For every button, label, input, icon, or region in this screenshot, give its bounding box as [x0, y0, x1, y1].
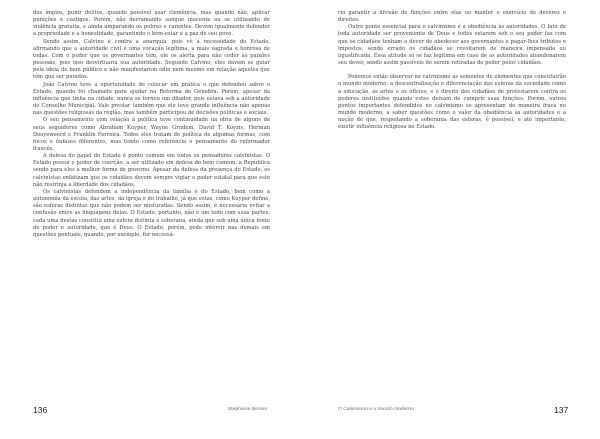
- left-running-footer: Stephanie Becker: [228, 407, 268, 412]
- right-page-number: 137: [554, 405, 569, 415]
- left-paragraph-6: Os calvinistas defendem a independência da família e do Estado, bem como a autonomia da escola, das artes, da igreja e do trabalho, já que estas, como Kuyper define, são esferas distintas que não podem ser misturadas. Sendo assim, é necessário evitar a confusão entre as linguagens delas. O Estado, portanto, não é um todo com suas partes; cada uma destas constitui uma esfera distinta e soberana, ainda que sob uma única fonte de poder e autoridade, que é Deus. O Estado, porém, pode intervir nas demais em questões pontuais, quando, por exemplo, for necessá-: [33, 188, 270, 238]
- left-paragraph-3: João Calvino teve a oportunidade de colocar em prática o que defendeu sobre o Estado, quando foi chamado para ajudar na Reforma de Genebra. Porém, apesar da influência que tinha na cidade, nunca se tornou um ditador, pois estava sob a autoridade do Conselho Municipal. Vale prestar também que ele teve grande influência não apenas nas questões religiosas da região, mas também participou de decisões políticas e sociais.: [33, 81, 270, 117]
- left-page-number: 136: [33, 405, 48, 415]
- left-text-column: [33, 10, 270, 239]
- left-paragraph-1: dos ímpios, punir delitos, quando possível usar clemência, mas quando não, aplicar punições e castigos. Porém, não derramando sangue inocente ou se utilizando de violência gratuita, e ainda amparando os pobres e carentes. Devem igualmente defender a propriedade e a honestidade, garantindo o bem-estar e a paz de seu povo.: [33, 10, 270, 38]
- right-text-column: [338, 10, 566, 132]
- right-page: [300, 0, 600, 439]
- left-paragraph-5: A defesa do papel do Estado é ponto comum em todos os pensadores calvinistas. O Estado possui o poder de coerção, a ser utilizado em defesa do bem comum, a República sendo para eles a melhor forma de governo. Apesar da defesa da presença do Estado, os calvinistas enfatizam que os cidadãos devem sempre vigiar o poder estatal para que este não restrinja a liberdade dos cidadãos.: [33, 153, 270, 188]
- right-paragraph-2: Outro ponto essencial para o calvinismo é a obediência às autoridades. O fato de toda autoridade ser proveniente de Deus e todos estarem sob o seu poder faz com que os cidadãos tenham o dever de obedecer aos governantes e pagar-lhes tributos e impostos, sendo errado os cidadãos se revoltarem de maneira impensada ou injustificada. Essa atitude só se faz legítima em caso de as autoridades abandonarem seu dever, sendo assim passíveis de serem retiradas do poder pelos cidadãos.: [338, 24, 566, 67]
- right-running-footer: O Calvinismo e o mundo moderno: [338, 407, 414, 412]
- right-paragraph-3: Podemos então observar no calvinismo as sementes de elementos que constituirão o mundo moderno: a descentralização e diferenciação das esferas da sociedade como a educação, as artes e os ofícios; e o direito dos cidadãos de protestarem contra os poderes instituídos quando estes deixam de cumprir suas funções. Porém, outros pontos importantes defendidos no calvinismo se apresentam de maneira fraca no mundo moderno, a saber questões como o valor da obediência às autoridades e a noção de que, respeitando a soberania das esferas, é possível, e até importante, existir influência religiosa no Estado.: [338, 74, 566, 131]
- right-paragraph-1: rio garantir a divisão de funções entre elas ou manter o exercício de deveres e direitos.: [338, 10, 566, 24]
- left-paragraph-4: O seu pensamento com relação à política teve continuidade na obra de alguns de seus seguidores como Abraham Kuyper, Wayne Grudem, David T. Koyzis, Herman Dooyeweerd e Franklin Ferreira. Todos eles tratam de política de algumas formas, com focos e ênfases diferentes, mas tendo como referência o pensamento do reformador francês.: [33, 117, 270, 152]
- left-paragraph-2: Sendo assim, Calvino é contra a anarquia, pois vê a necessidade do Estado, afirmando que a autoridade civil é uma vocação legítima, a mais sagrada e honrosa de todas. Com o poder que os governantes têm, ele os alerta para não ceder às paixões pessoais, pois isso desvirtuaria sua autoridade. Segundo Calvino, eles devem se guiar pela ideia de bem público e não manifestarem ódio nem mesmo em relação àqueles que têm que ser punidos.: [33, 38, 270, 81]
